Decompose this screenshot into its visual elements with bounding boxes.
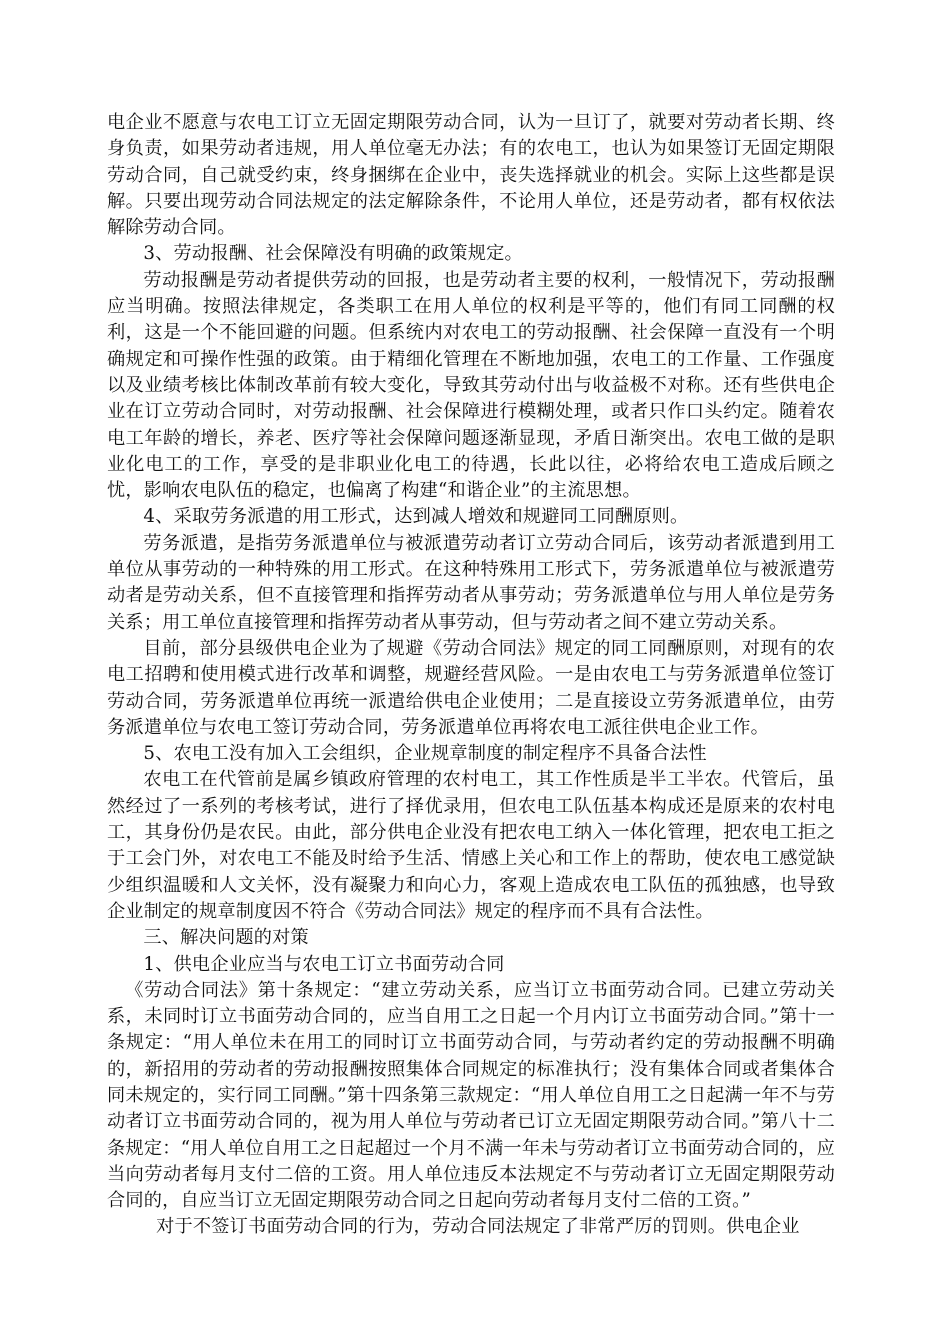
paragraph-union: 农电工在代管前是属乡镇政府管理的农村电工，其工作性质是半工半农。代管后，虽然经过了一系列的考核考试，进行了择优录用，但农电工队伍基本构成还是原来的农村电工，其身份仍是农民。由此，部分供电企业没有把农电工纳入一体化管理，把农电工拒之于工会门外，对农电工不能及时给予生活、情感上关心和工作上的帮助，使农电工感觉缺少组织温暖和人文关怀，没有凝聚力和向心力，客观上造成农电工队伍的孤独感，也导致企业制定的规章制度因不符合《劳动合同法》规定的程序而不具有合法性。 [107,769,835,922]
chapter-heading-3: 三、解决问题的对策 [143,927,309,949]
paragraph-current-situation: 目前，部分县级供电企业为了规避《劳动合同法》规定的同工同酬原则，对现有的农电工招聘和使用模式进行改革和调整，规避经营风险。一是由农电工与劳务派遣单位签订劳动合同，劳务派遣单位再统一派遣给供电企业使用；二是直接设立劳务派遣单位，由劳务派遣单位与农电工签订劳动合同，劳务派遣单位再将农电工派往供电企业工作。 [107,637,835,738]
section-heading-3: 3、劳动报酬、社会保障没有明确的政策规定。 [143,243,523,265]
paragraph-labor-pay: 劳动报酬是劳动者提供劳动的回报，也是劳动者主要的权利，一般情况下，劳动报酬应当明确。按照法律规定，各类职工在用人单位的权利是平等的，他们有同工同酬的权利，这是一个不能回避的问题。但系统内对农电工的劳动报酬、社会保障一直没有一个明确规定和可操作性强的政策。由于精细化管理在不断地加强，农电工的工作量、工作强度以及业绩考核比体制改革前有较大变化，导致其劳动付出与收益极不对称。还有些供电企业在订立劳动合同时，对劳动报酬、社会保障进行模糊处理，或者只作口头约定。随着农电工年龄的增长，养老、医疗等社会保障问题逐渐显现，矛盾日渐突出。农电工做的是职业化电工的工作，享受的是非职业化电工的待遇，长此以往，必将给农电工造成后顾之忧，影响农电队伍的稳定，也偏离了构建“和谐企业”的主流思想。 [107,269,835,502]
paragraph-continuation: 电企业不愿意与农电工订立无固定期限劳动合同，认为一旦订了，就要对劳动者长期、终身负责，如果劳动者违规，用人单位毫无办法；有的农电工，也认为如果签订无固定期限劳动合同，自己就受约束，终身捆绑在企业中，丧失选择就业的机会。实际上这些都是误解。只要出现劳动合同法规定的法定解除条件，不论用人单位，还是劳动者，都有权依法解除劳动合同。 [107,112,835,239]
paragraph-penalty: 对于不签订书面劳动合同的行为，劳动合同法规定了非常严厉的罚则。供电企业 [156,1216,800,1238]
section-heading-5: 5、农电工没有加入工会组织，企业规章制度的制定程序不具备合法性 [143,743,707,765]
paragraph-contract-law: 《劳动合同法》第十条规定：“建立劳动关系，应当订立书面劳动合同。已建立劳动关系，未同时订立书面劳动合同的，应当自用工之日起一个月内订立书面劳动合同。”第十一条规定：“用人单位未在用工的同时订立书面劳动合同，与劳动者约定的劳动报酬不明确的，新招用的劳动者的劳动报酬按照集体合同规定的标准执行；没有集体合同或者集体合同未规定的，实行同工同酬。”第十四条第三款规定：“用人单位自用工之日起满一年不与劳动者订立书面劳动合同的，视为用人单位与劳动者已订立无固定期限劳动合同。”第八十二条规定：“用人单位自用工之日起超过一个月不满一年未与劳动者订立书面劳动合同的，应当向劳动者每月支付二倍的工资。用人单位违反本法规定不与劳动者订立无固定期限劳动合同的，自应当订立无固定期限劳动合同之日起向劳动者每月支付二倍的工资。” [107,979,835,1212]
paragraph-labor-dispatch: 劳务派遣，是指劳务派遣单位与被派遣劳动者订立劳动合同后，该劳动者派遣到用工单位从事劳动的一种特殊的用工形式。在这种特殊用工形式下，劳务派遣单位与被派遣劳动者是劳动关系，但不直接管理和指挥劳动者从事劳动；劳务派遣单位与用人单位是劳务关系；用工单位直接管理和指挥劳动者从事劳动，但与劳动者之间不建立劳动关系。 [107,532,835,633]
document-body [107,110,835,1241]
section-heading-1: 1、供电企业应当与农电工订立书面劳动合同 [143,953,505,975]
section-heading-4: 4、采取劳务派遣的用工形式，达到减人增效和规避同工同酬原则。 [143,506,689,528]
